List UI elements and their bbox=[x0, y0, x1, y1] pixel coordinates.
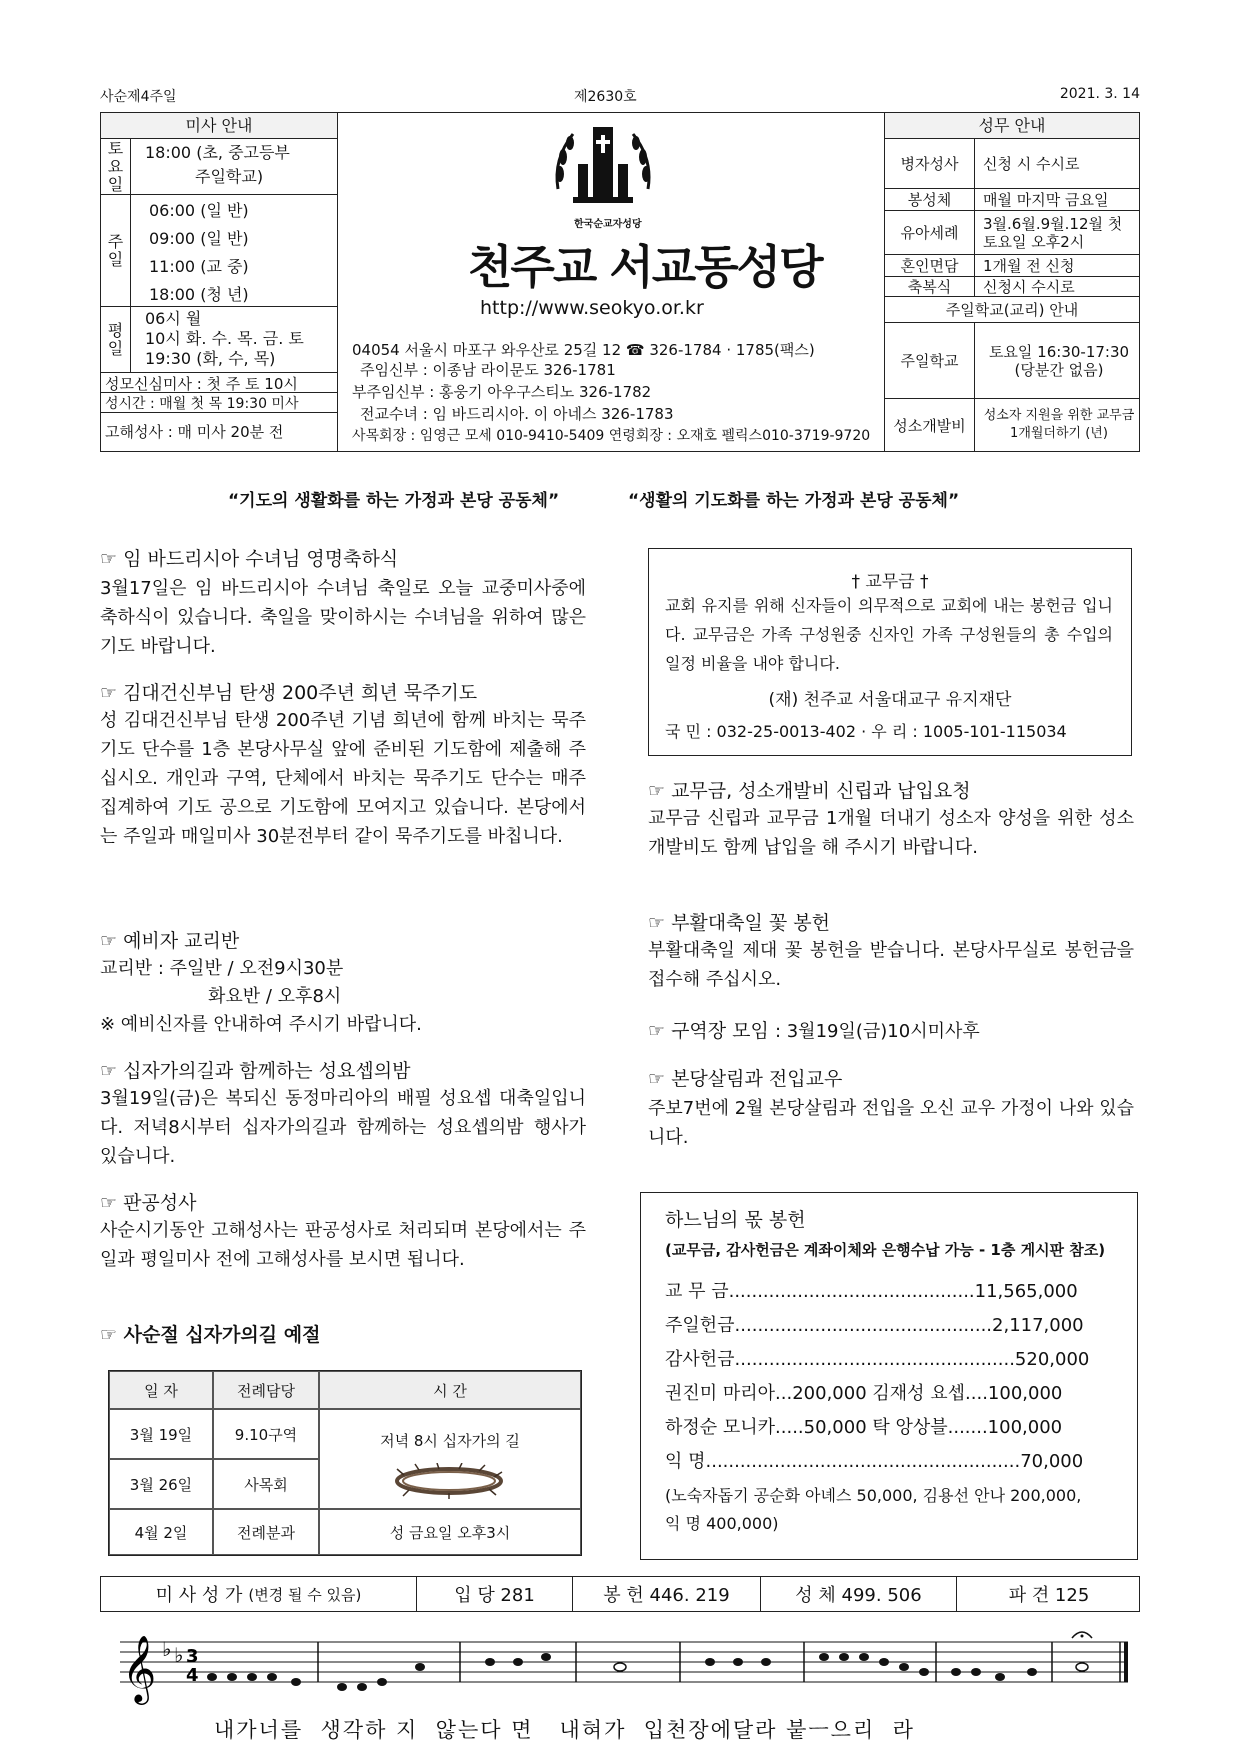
issue-date: 2021. 3. 14 bbox=[1059, 86, 1140, 102]
service-title: 성무 안내 bbox=[885, 113, 1139, 139]
logo-caption: 한국순교자성당 bbox=[574, 219, 642, 230]
mass-schedule bbox=[100, 112, 338, 452]
service-key: 병자성사 bbox=[885, 139, 975, 188]
weekday-time: 06시 월 bbox=[145, 309, 202, 328]
slogan-2: “생활의 기도화를 하는 가정과 본당 공동체” bbox=[628, 491, 960, 511]
hymn-label-note: (변경 될 수 있음) bbox=[248, 1585, 362, 1604]
section-title: ☞ 교무금, 성소개발비 신립과 납입요청 bbox=[648, 780, 971, 802]
mass-weekday bbox=[101, 307, 337, 373]
hymn-communion: 성 체 499. 506 bbox=[761, 1577, 957, 1611]
section-title: ☞ 임 바드리시아 수녀님 영명축하식 bbox=[100, 548, 399, 570]
section-body: 주보7번에 2월 본당살림과 전입을 오신 교우 가정이 나와 있습니다. bbox=[648, 1098, 1134, 1148]
tithe-box bbox=[648, 548, 1132, 756]
flat-icon: ♭ bbox=[174, 1643, 184, 1667]
music-staff bbox=[120, 1622, 1140, 1706]
section-title-text: ☞ 구역장 모임 bbox=[648, 1020, 769, 1042]
staff-line: 사목회장 : 임영근 모세 010-9410-5409 연령회장 : 오재호 펠릭스010-3719-9720 bbox=[352, 428, 871, 444]
school-value: 토요일 16:30-17:30 (당분간 없음) bbox=[988, 342, 1130, 379]
stations-header: 전례담당 bbox=[213, 1371, 319, 1409]
week-label: 사순제4주일 bbox=[100, 89, 177, 105]
dev-key: 성소개발비 bbox=[885, 399, 975, 451]
section-body: 부활대축일 제대 꽃 봉헌을 받습니다. 본당사무실로 봉헌금을 접수해 주십시오. bbox=[648, 940, 1134, 990]
service-value: 3월.6월.9월.12월 첫 토요일 오후2시 bbox=[983, 214, 1123, 251]
stations-who: 사목회 bbox=[213, 1459, 319, 1509]
offering-line: 주일헌금.............................................2,117,000 bbox=[665, 1315, 1084, 1336]
tithe-account: 국 민 : 032-25-0013-402 · 우 리 : 1005-101-115034 bbox=[665, 722, 1067, 741]
weekday-label: 평 일 bbox=[101, 307, 131, 372]
sunday-label: 주 일 bbox=[101, 195, 131, 306]
offering-footnote: 익 명 400,000) bbox=[665, 1514, 779, 1533]
offering-line: 권진미 마리아...200,000 김재성 요셉....100,000 bbox=[665, 1383, 1063, 1404]
section-title: ☞ 예비자 교리반 bbox=[100, 930, 240, 952]
stations-table bbox=[108, 1370, 582, 1556]
stations-who: 9.10구역 bbox=[213, 1409, 319, 1459]
section-title bbox=[648, 1016, 980, 1043]
stations-date: 3월 19일 bbox=[109, 1409, 213, 1459]
issue-number: 제2630호 bbox=[574, 89, 637, 105]
service-key: 봉성체 bbox=[885, 189, 975, 210]
section-title: ☞ 사순절 십자가의길 예절 bbox=[100, 1324, 321, 1346]
stations-who: 전례분과 bbox=[213, 1509, 319, 1555]
hymn-label-text: 미 사 성 가 bbox=[155, 1585, 243, 1606]
offering-line: 감사헌금.................................................520,000 bbox=[665, 1349, 1090, 1370]
sunday-time: 06:00 (일 반) bbox=[149, 201, 249, 220]
hymn-dismissal: 파 견 125 bbox=[1008, 1585, 1090, 1606]
service-value: 신청시 수시로 bbox=[983, 277, 1075, 296]
church-address: 04054 서울시 마포구 와우산로 25길 12 ☎ 326-1784 · 1785(팩스) bbox=[352, 341, 815, 359]
service-key: 유아세례 bbox=[885, 211, 975, 254]
service-table bbox=[884, 112, 1140, 452]
hymn-label bbox=[101, 1577, 417, 1611]
offering-footnote: (노숙자돕기 공순화 아녜스 50,000, 김용선 안나 200,000, bbox=[665, 1486, 1082, 1505]
offering-box bbox=[640, 1192, 1138, 1560]
hymn-offertory: 봉 헌 446. 219 bbox=[573, 1577, 761, 1611]
stations-time: 성 금요일 오후3시 bbox=[319, 1509, 581, 1555]
school-title: 주일학교(교리) 안내 bbox=[885, 297, 1139, 323]
section-title: ☞ 판공성사 bbox=[100, 1192, 197, 1214]
school-key: 주일학교 bbox=[885, 323, 975, 398]
stations-time: 저녁 8시 십자가의 길 bbox=[380, 1432, 520, 1450]
saturday-time: 18:00 (초, 중고등부 bbox=[145, 143, 290, 162]
section-body: 3월19일(금)은 복되신 동정마리아의 배필 성요셉 대축일입니다. 저녁8시부터 십자가의길과 함께하는 성요셉의밤 행사가 있습니다. bbox=[100, 1088, 586, 1167]
section-body: 3월17일은 임 바드리시아 수녀님 축일로 오늘 교중미사중에 축하식이 있습니다. 축일을 맞이하시는 수녀님을 위하여 많은 기도 바랍니다. bbox=[100, 578, 586, 657]
section-title: ☞ 부활대축일 꽃 봉헌 bbox=[648, 912, 830, 934]
marian-mass: 성모신심미사 : 첫 주 토 10시 bbox=[105, 375, 298, 393]
section-line: 교리반 : 주일반 / 오전9시30분 bbox=[100, 958, 344, 979]
church-url[interactable]: http://www.seokyo.or.kr bbox=[480, 297, 704, 319]
section-title: ☞ 본당살림과 전입교우 bbox=[648, 1068, 843, 1090]
service-value: 매월 마지막 금요일 bbox=[983, 190, 1109, 209]
time-sig: 3 bbox=[186, 1646, 199, 1667]
church-name: 천주교 서교동성당 bbox=[468, 240, 822, 294]
hymn-lyrics: 내가너를 생각하 지 않는다 면 내혀가 입천장에달라 붙ㅡ으리 라 bbox=[214, 1718, 915, 1742]
saturday-time-note: 주일학교) bbox=[195, 167, 264, 186]
crown-of-thorns-icon bbox=[389, 1463, 509, 1499]
staff-line: 전교수녀 : 임 바드리시아. 이 아네스 326-1783 bbox=[360, 405, 674, 423]
section-detail: : 3월19일(금)10시미사후 bbox=[774, 1021, 980, 1042]
treble-clef-icon: 𝄞 bbox=[122, 1634, 157, 1702]
confession-time: 고해성사 : 매 미사 20분 전 bbox=[105, 423, 284, 441]
section-title: ☞ 십자가의길과 함께하는 성요셉의밤 bbox=[100, 1060, 411, 1082]
dev-value: 성소자 지원을 위한 교무금1개월더하기 (년) bbox=[983, 408, 1135, 441]
section-title: ☞ 김대건신부님 탄생 200주년 희년 묵주기도 bbox=[100, 682, 478, 704]
offering-line: 하정순 모니카.....50,000 탁 앙상블.......100,000 bbox=[665, 1417, 1063, 1438]
sunday-time: 18:00 (청 년) bbox=[149, 285, 249, 304]
section-body: 성 김대건신부님 탄생 200주년 기념 희년에 함께 바치는 묵주기도 단수를 1층 본당사무실 앞에 준비된 기도함에 제출해 주십시오. 개인과 구역, 단체에서 바치는 묵주기도 단수는 매주 집계하여 기도 공으로 기도함에 모여지고 있습니다. 본당에서는 주일과 매일미사 30분전부터 같이 묵주기도를 바칩니다. bbox=[100, 710, 586, 847]
holy-hour: 성시간 : 매월 첫 목 19:30 미사 bbox=[105, 396, 299, 412]
church-header bbox=[338, 112, 884, 452]
offering-title: 하느님의 몫 봉헌 bbox=[665, 1209, 806, 1231]
mass-title: 미사 안내 bbox=[101, 113, 337, 139]
hymn-bar bbox=[100, 1576, 1140, 1612]
staff-line: 부주임신부 : 홍웅기 아우구스티노 326-1782 bbox=[352, 383, 652, 401]
section-body: 사순시기동안 고해성사는 판공성사로 처리되며 본당에서는 주일과 평일미사 전에 고해성사를 보시면 됩니다. bbox=[100, 1220, 586, 1270]
service-value: 신청 시 수시로 bbox=[983, 154, 1080, 173]
stations-header: 일 자 bbox=[109, 1371, 213, 1409]
mass-saturday bbox=[101, 139, 337, 195]
stations-date: 4월 2일 bbox=[109, 1509, 213, 1555]
sunday-time: 09:00 (일 반) bbox=[149, 229, 249, 248]
section-line: ※ 예비신자를 안내하여 주시기 바랍니다. bbox=[100, 1014, 422, 1035]
tithe-title: † 교무금 † bbox=[851, 572, 929, 592]
hymn-entry: 입 당 281 bbox=[417, 1577, 573, 1611]
church-logo-icon bbox=[548, 119, 658, 219]
tithe-body: 교회 유지를 위해 신자들이 의무적으로 교회에 내는 봉헌금 입니다. 교무금은 가족 구성원중 신자인 가족 구성원들의 총 수입의 일정 비율을 내야 합니다. bbox=[665, 596, 1113, 673]
section-line: 화요반 / 오후8시 bbox=[208, 986, 342, 1007]
slogan-1: “기도의 생활화를 하는 가정과 본당 공동체” bbox=[228, 491, 560, 511]
saturday-label: 토 요 일 bbox=[101, 139, 131, 194]
offering-line: 교 무 금...........................................11,565,000 bbox=[665, 1281, 1078, 1302]
section-body: 교무금 신립과 교무금 1개월 더내기 성소자 양성을 위한 성소개발비도 함께 납입을 해 주시기 바랍니다. bbox=[648, 808, 1134, 858]
stations-date: 3월 26일 bbox=[109, 1459, 213, 1509]
sunday-time: 11:00 (교 중) bbox=[149, 257, 249, 276]
service-value: 1개월 전 신청 bbox=[983, 256, 1075, 275]
offering-note: (교무금, 감사헌금은 계좌이체와 은행수납 가능 - 1층 게시판 참조) bbox=[665, 1241, 1106, 1259]
staff-line: 주임신부 : 이종남 라이문도 326-1781 bbox=[360, 361, 616, 379]
mass-sunday bbox=[101, 195, 337, 307]
weekday-time: 19:30 (화, 수, 목) bbox=[145, 349, 276, 368]
time-sig: 4 bbox=[186, 1665, 199, 1686]
stations-header: 시 간 bbox=[319, 1371, 581, 1409]
offering-line: 익 명.......................................................70,000 bbox=[665, 1451, 1084, 1472]
service-key: 축복식 bbox=[885, 277, 975, 296]
weekday-time: 10시 화. 수. 목. 금. 토 bbox=[145, 329, 304, 348]
top-line bbox=[100, 86, 1140, 108]
flat-icon: ♭ bbox=[162, 1637, 172, 1661]
service-key: 혼인면담 bbox=[885, 255, 975, 276]
tithe-org: (재) 천주교 서울대교구 유지재단 bbox=[768, 690, 1012, 710]
